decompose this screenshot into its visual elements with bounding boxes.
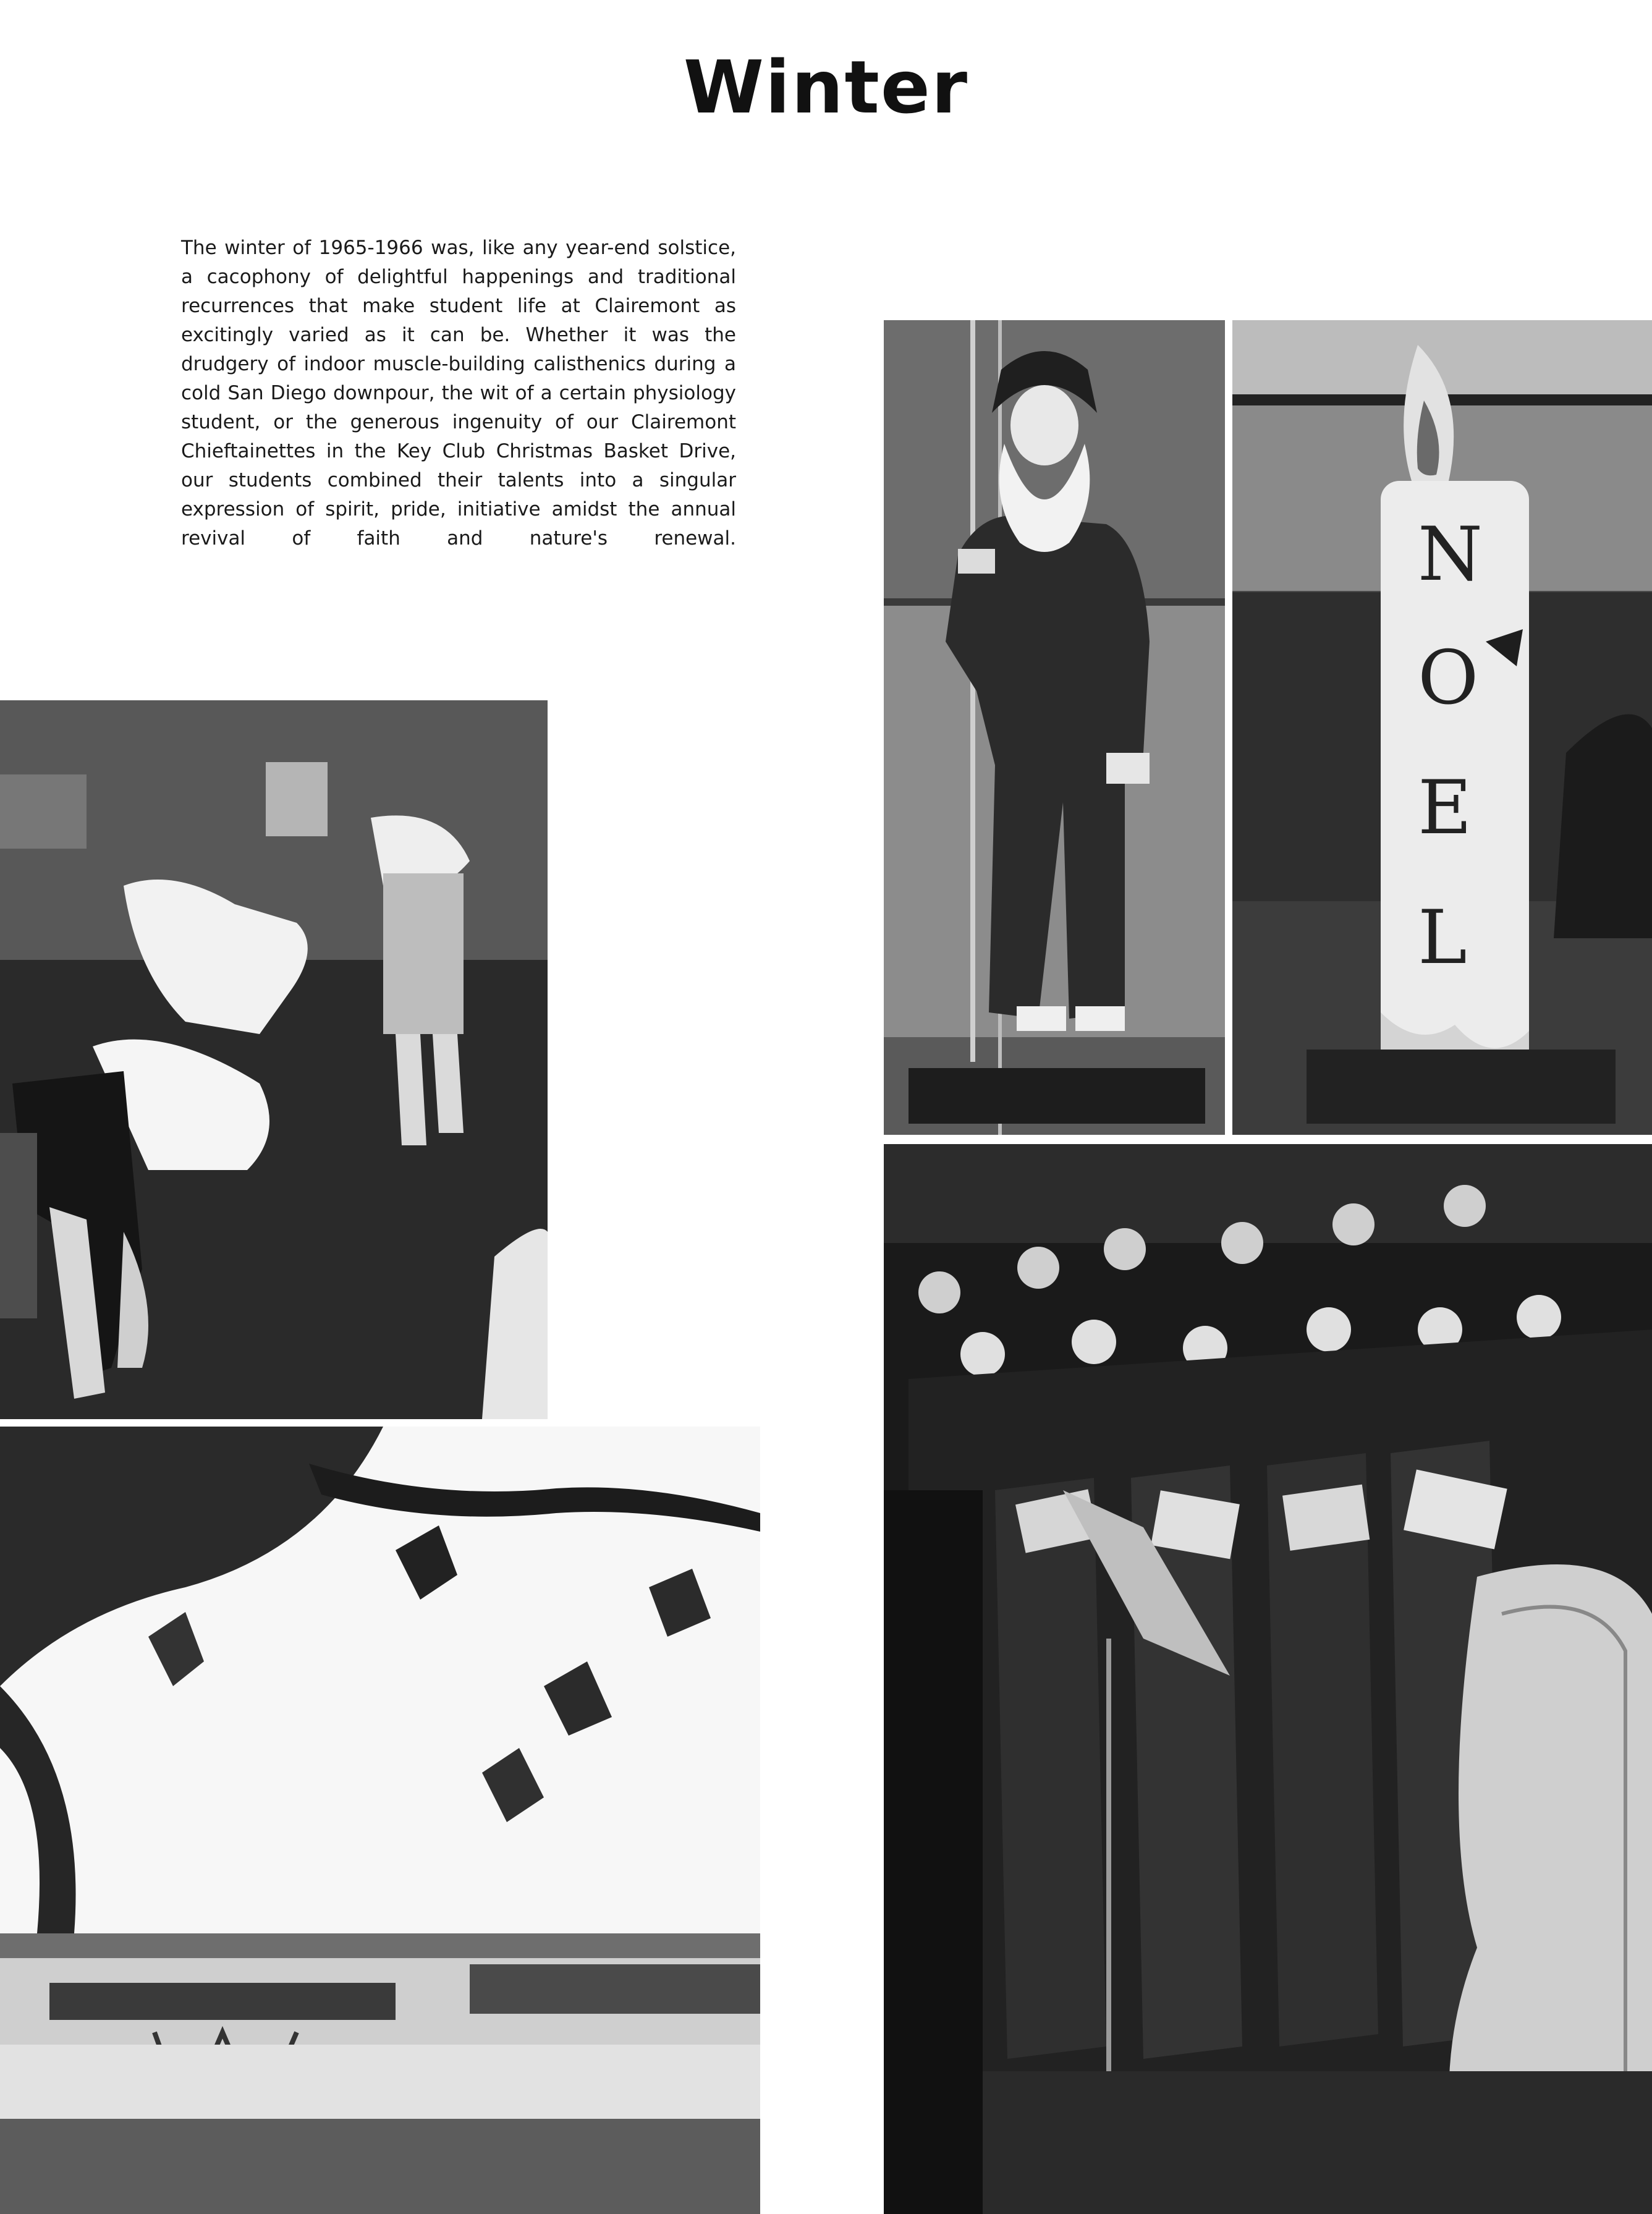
- candle-letter-e: E: [1418, 765, 1472, 851]
- santa-photo: [884, 320, 1225, 1135]
- page-title: Winter: [683, 45, 969, 130]
- choir-photo: [884, 1144, 1652, 2214]
- candle-letter-l: L: [1418, 895, 1467, 981]
- campus-tree-photo: [0, 1427, 760, 2214]
- noel-candle-photo: [1232, 320, 1652, 1135]
- candle-letter-n: N: [1418, 512, 1483, 598]
- candle-letter-o: O: [1418, 635, 1479, 721]
- intro-paragraph: The winter of 1965-1966 was, like any year-end solstice, a cacophony of delightful happenings and traditional recurrences that make student life at Clairemont as excitingly varied as it can be. Whether it was the drudgery of indoor muscle-building calisthenics during a cold San Diego downpour, the wit of a certain physiology student, or the generous ingenuity of our Clairemont Chieftainettes in the Key Club Christmas Basket Drive, our students combined their talents into a singular expression of spirit, pride, initiative amidst the annual revival of faith and nature's renewal.: [181, 237, 736, 549]
- calisthenics-photo: [0, 700, 548, 1419]
